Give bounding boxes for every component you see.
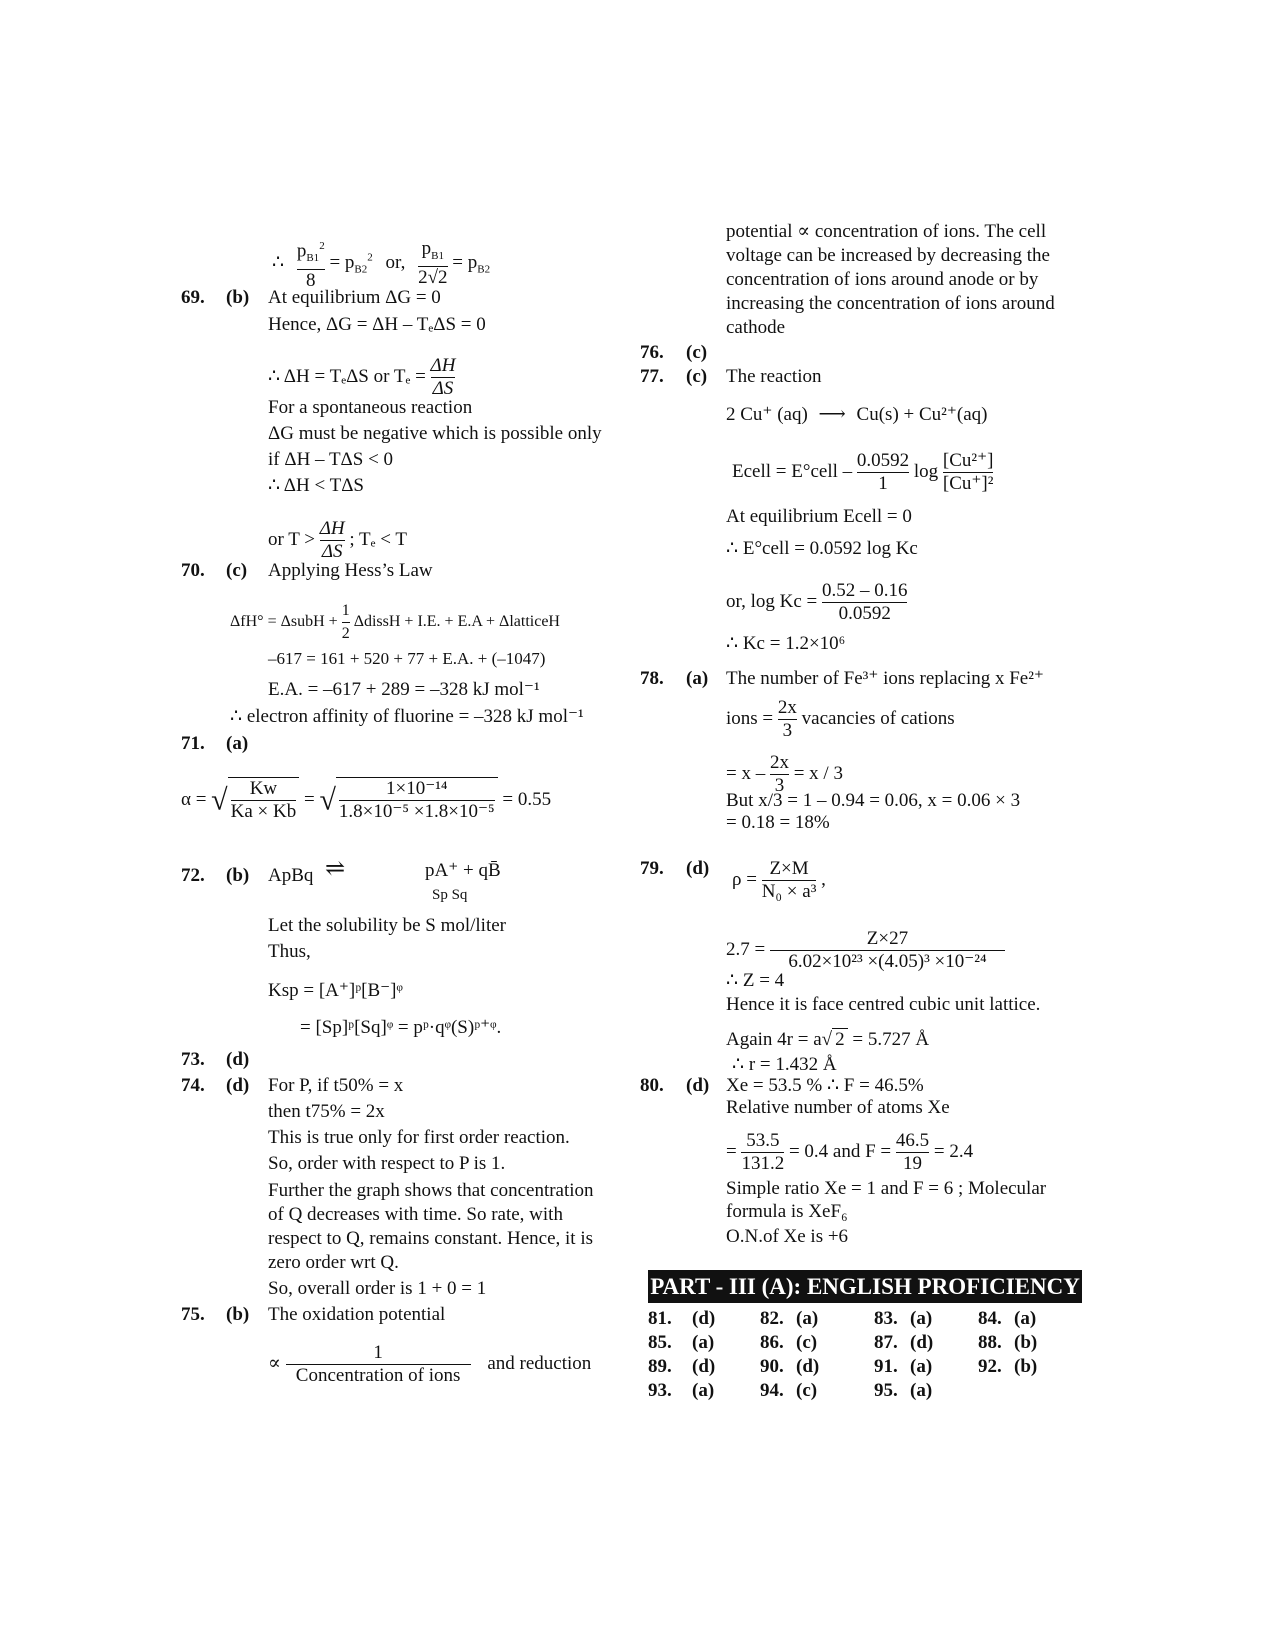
q70-line1: Applying Hess’s Law (268, 560, 433, 581)
q80-line2: Relative number of atoms Xe (726, 1097, 950, 1118)
q69-line5: ΔG must be negative which is possible only (268, 423, 602, 444)
therefore: ∴ (272, 251, 285, 273)
q70-number: 70. (181, 560, 205, 581)
frac-den: 6.02×10²³ ×(4.05)³ ×10⁻²⁴ (770, 950, 1005, 973)
q79-number: 79. (640, 858, 664, 879)
eq: = p (329, 251, 355, 273)
eq: = (726, 1140, 737, 1162)
r-line3: concentration of ions around anode or by (726, 269, 1039, 290)
frac-den: ΔS (431, 377, 456, 400)
answer-number: 91. (874, 1356, 898, 1377)
reactant: 2 Cu⁺ (aq) (726, 404, 808, 425)
frac-den: ΔS (320, 540, 345, 563)
rho-eq: ρ = (732, 868, 757, 890)
q69-line6: if ΔH – TΔS < 0 (268, 449, 394, 470)
density-eq: 2.7 = (726, 938, 766, 960)
answer-number: 83. (874, 1308, 898, 1329)
answer-option: (b) (1014, 1356, 1038, 1377)
answer-option: (a) (796, 1308, 819, 1329)
end: = 2.4 (933, 1140, 974, 1162)
q77-reaction (726, 404, 987, 426)
q72-answer: (b) (226, 865, 250, 886)
answer-number: 85. (648, 1332, 672, 1353)
answer-option: (a) (910, 1380, 933, 1401)
kw-frac (231, 778, 297, 823)
answer-number: 81. (648, 1308, 672, 1329)
eq: = (303, 788, 315, 810)
q80-line4: Simple ratio Xe = 1 and F = 6 ; Molecular (726, 1178, 1047, 1199)
q77-number: 77. (640, 366, 664, 387)
q79-line3: ∴ Z = 4 (726, 970, 785, 991)
arrow-right-icon: ⟶ (818, 404, 846, 425)
frac-num: 1 (373, 1342, 383, 1363)
frac-den: [Cu⁺]² (942, 473, 994, 494)
q74-line4: So, order with respect to P is 1. (268, 1153, 506, 1174)
q74-line7: respect to Q, remains constant. Hence, it is (268, 1228, 594, 1249)
q77-line6 (726, 580, 907, 625)
q79-line4: Hence it is face centred cubic unit lattice. (726, 994, 1041, 1015)
q72-sub: Sp Sq (432, 887, 468, 903)
q68-line: ∴ $\frac{p_{B1}^2}{8}$ = $p_{B2}^2$ or, $\frac{p_{B1}}{2√2}$ = $p_{B2}$ (272, 235, 490, 292)
q80-line3 (726, 1130, 973, 1175)
q80-number: 80. (640, 1075, 664, 1096)
q77-answer: (c) (686, 366, 708, 387)
result: = 0.55 (502, 788, 552, 810)
frac-num: $p_{B1}^2$ (296, 240, 325, 265)
answer-number: 84. (978, 1308, 1002, 1329)
frac-den: Ka × Kb (230, 801, 297, 822)
x-minus: = x – (726, 762, 766, 784)
or-word: or, (385, 251, 406, 273)
frac-num: 1 (341, 602, 350, 619)
log: log (913, 460, 939, 482)
q77-line1: The reaction (726, 366, 822, 387)
answer-option: (c) (796, 1380, 818, 1401)
q74-number: 74. (181, 1075, 205, 1096)
q75-answer: (b) (226, 1304, 250, 1325)
frac-den: 2√2 (418, 267, 448, 289)
q77-line7: ∴ Kc = 1.2×10⁶ (726, 633, 846, 654)
frac-num: 0.0592 (856, 450, 910, 471)
r-line1: potential ∝ concentration of ions. The cell (726, 221, 1047, 242)
part-heading: PART - III (A): ENGLISH PROFICIENCY (648, 1270, 1082, 1303)
q78-line2 (726, 697, 955, 742)
q77-l6-frac (822, 580, 908, 625)
q70-line2-b: ΔdissH + I.E. + E.A + ΔlatticeH (353, 613, 560, 631)
answer-number: 93. (648, 1380, 672, 1401)
again: Again 4r = a (726, 1029, 822, 1050)
q79-line2 (726, 928, 1005, 973)
q69-line8-b: ; Tₑ < T (349, 528, 407, 550)
q78-line1: The number of Fe³⁺ ions replacing x Fe²⁺ (726, 668, 1044, 689)
frac-num: 53.5 (746, 1130, 780, 1151)
q71-number: 71. (181, 733, 205, 754)
answer-option: (a) (692, 1380, 715, 1401)
q78-number: 78. (640, 668, 664, 689)
frac-num: ΔH (319, 518, 345, 539)
q77-conc-frac (943, 450, 994, 495)
q72-rhs: pA⁺ + qB̄ (425, 860, 501, 881)
q68-frac1 (297, 235, 325, 292)
answer-number: 87. (874, 1332, 898, 1353)
q80-answer: (d) (686, 1075, 710, 1096)
q72-line4: = [Sp]ᵖ[Sq]ᵠ = pᵖ·qᵠ(S)ᵖ⁺ᵠ. (300, 1017, 502, 1038)
q71-answer: (a) (226, 733, 249, 754)
q69-line3-text: ∴ ΔH = TₑΔS or Tₑ = (268, 365, 426, 387)
frac-num: [Cu²⁺] (942, 450, 994, 471)
frac-den: N₀ × a³ (761, 881, 817, 902)
q69-line7: ∴ ΔH < TΔS (268, 475, 364, 496)
q80-line5: formula is XeF₆ (726, 1201, 848, 1222)
q80-line1: Xe = 53.5 % ∴ F = 46.5% (726, 1075, 924, 1096)
q74-line2: then t75% = 2x (268, 1101, 385, 1122)
frac-den: 8 (297, 269, 325, 292)
vacancies: vacancies of cations (801, 707, 955, 729)
q69-answer: (b) (226, 287, 250, 308)
answer-number: 92. (978, 1356, 1002, 1377)
q79-line6: ∴ r = 1.432 Å (732, 1054, 837, 1075)
answer-option: (a) (692, 1332, 715, 1353)
x-third: = x / 3 (793, 762, 843, 784)
alpha-eq: α = (181, 788, 207, 810)
frac-num: Kw (249, 778, 278, 799)
logkc: or, log Kc = (726, 590, 818, 612)
answer-option: (a) (910, 1308, 933, 1329)
answer-number: 88. (978, 1332, 1002, 1353)
answer-option: (a) (1014, 1308, 1037, 1329)
q72-line3: Ksp = [A⁺]ᵖ[B⁻]ᵠ (268, 980, 403, 1001)
q69-line2: Hence, ΔG = ΔH – TₑΔS = 0 (268, 314, 486, 335)
q80-line6: O.N.of Xe is +6 (726, 1226, 849, 1247)
proportional-icon: ∝ (268, 1352, 281, 1374)
frac-den: 2 (342, 622, 350, 645)
frac-num: Z×27 (866, 928, 909, 949)
answer-option: (d) (692, 1356, 716, 1377)
sqrt-icon: √ (211, 783, 228, 817)
product: Cu(s) + Cu²⁺(aq) (856, 404, 988, 425)
q74-line5: Further the graph shows that concentration (268, 1180, 594, 1201)
q70-line2 (230, 600, 560, 645)
sqrt-icon: √ (319, 783, 336, 817)
frac-den: 3 (770, 774, 789, 797)
frac-den: 131.2 (741, 1153, 785, 1174)
q78-line4: But x/3 = 1 – 0.94 = 0.06, x = 0.06 × 3 (726, 790, 1021, 811)
frac-num: ΔH (430, 355, 456, 376)
q69-line1: At equilibrium ΔG = 0 (268, 287, 441, 308)
q74-line9: So, overall order is 1 + 0 = 1 (268, 1278, 487, 1299)
mid: = 0.4 and F = (788, 1140, 892, 1162)
frac-num: $p_{B1}$ (421, 237, 444, 262)
answer-option: (b) (1014, 1332, 1038, 1353)
num-frac (339, 778, 495, 823)
q77-line5: ∴ E°cell = 0.0592 log Kc (726, 538, 918, 559)
q77-line4: At equilibrium Ecell = 0 (726, 506, 912, 527)
frac-den: 3 (778, 719, 797, 742)
q69-frac (431, 355, 456, 400)
q73-number: 73. (181, 1049, 205, 1070)
frac-num: Z×M (769, 858, 809, 879)
equilibrium-arrow-icon: ⇌ (325, 856, 346, 882)
q69-line8 (268, 518, 407, 563)
sqrt-body (336, 777, 498, 823)
ions-eq: ions = (726, 707, 774, 729)
answer-option: (d) (796, 1356, 820, 1377)
value: = 5.727 Å (852, 1029, 930, 1050)
frac-den: 1.8×10⁻⁵ ×1.8×10⁻⁵ (338, 801, 495, 822)
r-line5: cathode (726, 317, 786, 338)
q78-frac (778, 697, 797, 742)
frac-num: 1×10⁻¹⁴ (385, 778, 448, 799)
q80-frac2 (896, 1130, 929, 1175)
q74-line8: zero order wrt Q. (268, 1252, 399, 1273)
q79-line5 (726, 1028, 929, 1051)
q68-frac2 (418, 238, 447, 290)
frac-num: 0.52 – 0.16 (821, 580, 908, 601)
q77-ecell (732, 450, 993, 495)
q74-answer: (d) (226, 1075, 250, 1096)
half-frac (342, 600, 350, 645)
answer-number: 95. (874, 1380, 898, 1401)
q76-number: 76. (640, 342, 664, 363)
answer-number: 82. (760, 1308, 784, 1329)
answer-option: (d) (910, 1332, 934, 1353)
q70-line3: –617 = 161 + 520 + 77 + E.A. + (–1047) (268, 649, 546, 668)
sqrt-body (228, 777, 300, 823)
answer-option: (c) (796, 1332, 818, 1353)
q78-line5: = 0.18 = 18% (726, 812, 830, 833)
q78-answer: (a) (686, 668, 709, 689)
q72-number: 72. (181, 865, 205, 886)
q72-line1: Let the solubility be S mol/liter (268, 915, 507, 936)
q74-line6: of Q decreases with time. So rate, with (268, 1204, 563, 1225)
eq-rhs: = p (452, 251, 478, 273)
answer-number: 90. (760, 1356, 784, 1377)
q80-frac1 (741, 1130, 784, 1175)
answer-option: (d) (692, 1308, 716, 1329)
frac-num: 2x (777, 697, 797, 718)
q79-frac (762, 858, 817, 903)
q69-number: 69. (181, 287, 205, 308)
q75-frac (286, 1342, 471, 1387)
q72-line2: Thus, (268, 941, 311, 962)
q75-formula (268, 1342, 591, 1387)
answer-number: 89. (648, 1356, 672, 1377)
q75-tail: and reduction (487, 1352, 592, 1374)
sqrt-two: 2 (832, 1028, 848, 1051)
q71-formula (181, 777, 551, 823)
answer-option: (a) (910, 1356, 933, 1377)
q77-frac (857, 450, 909, 495)
q79-answer: (d) (686, 858, 710, 879)
q70-answer: (c) (226, 560, 248, 581)
q75-number: 75. (181, 1304, 205, 1325)
q74-line1: For P, if t50% = x (268, 1075, 404, 1096)
q76-answer: (c) (686, 342, 708, 363)
r-line4: increasing the concentration of ions around (726, 293, 1055, 314)
r-line2: voltage can be increased by decreasing the (726, 245, 1050, 266)
q73-answer: (d) (226, 1049, 250, 1070)
comma: , (821, 868, 826, 890)
q79-frac2 (770, 928, 1005, 973)
frac-den: 19 (896, 1152, 929, 1175)
sqrt-icon: √ (821, 1029, 833, 1050)
q69-line4: For a spontaneous reaction (268, 397, 473, 418)
q74-line3: This is true only for first order reaction. (268, 1127, 570, 1148)
answer-number: 94. (760, 1380, 784, 1401)
q69-line3 (268, 355, 455, 400)
q79-line1 (732, 858, 826, 903)
answer-number: 86. (760, 1332, 784, 1353)
frac-den: 1 (857, 472, 909, 495)
q69-line8-a: or T > (268, 528, 315, 550)
ecell-lhs: Ecell = E°cell – (732, 460, 853, 482)
q69-frac2 (320, 518, 345, 563)
q70-line5: ∴ electron affinity of fluorine = –328 kJ mol⁻¹ (230, 706, 584, 727)
frac-num: 46.5 (895, 1130, 930, 1151)
q75-line1: The oxidation potential (268, 1304, 446, 1325)
frac-den: 0.0592 (822, 602, 908, 625)
q70-line2-a: ΔfH° = ΔsubH + (230, 613, 338, 631)
frac-num: 2x (769, 752, 789, 773)
q72-lhs: ApBq (268, 865, 314, 886)
frac-den: Concentration of ions (286, 1364, 471, 1387)
q70-line4: E.A. = –617 + 289 = –328 kJ mol⁻¹ (268, 679, 540, 700)
